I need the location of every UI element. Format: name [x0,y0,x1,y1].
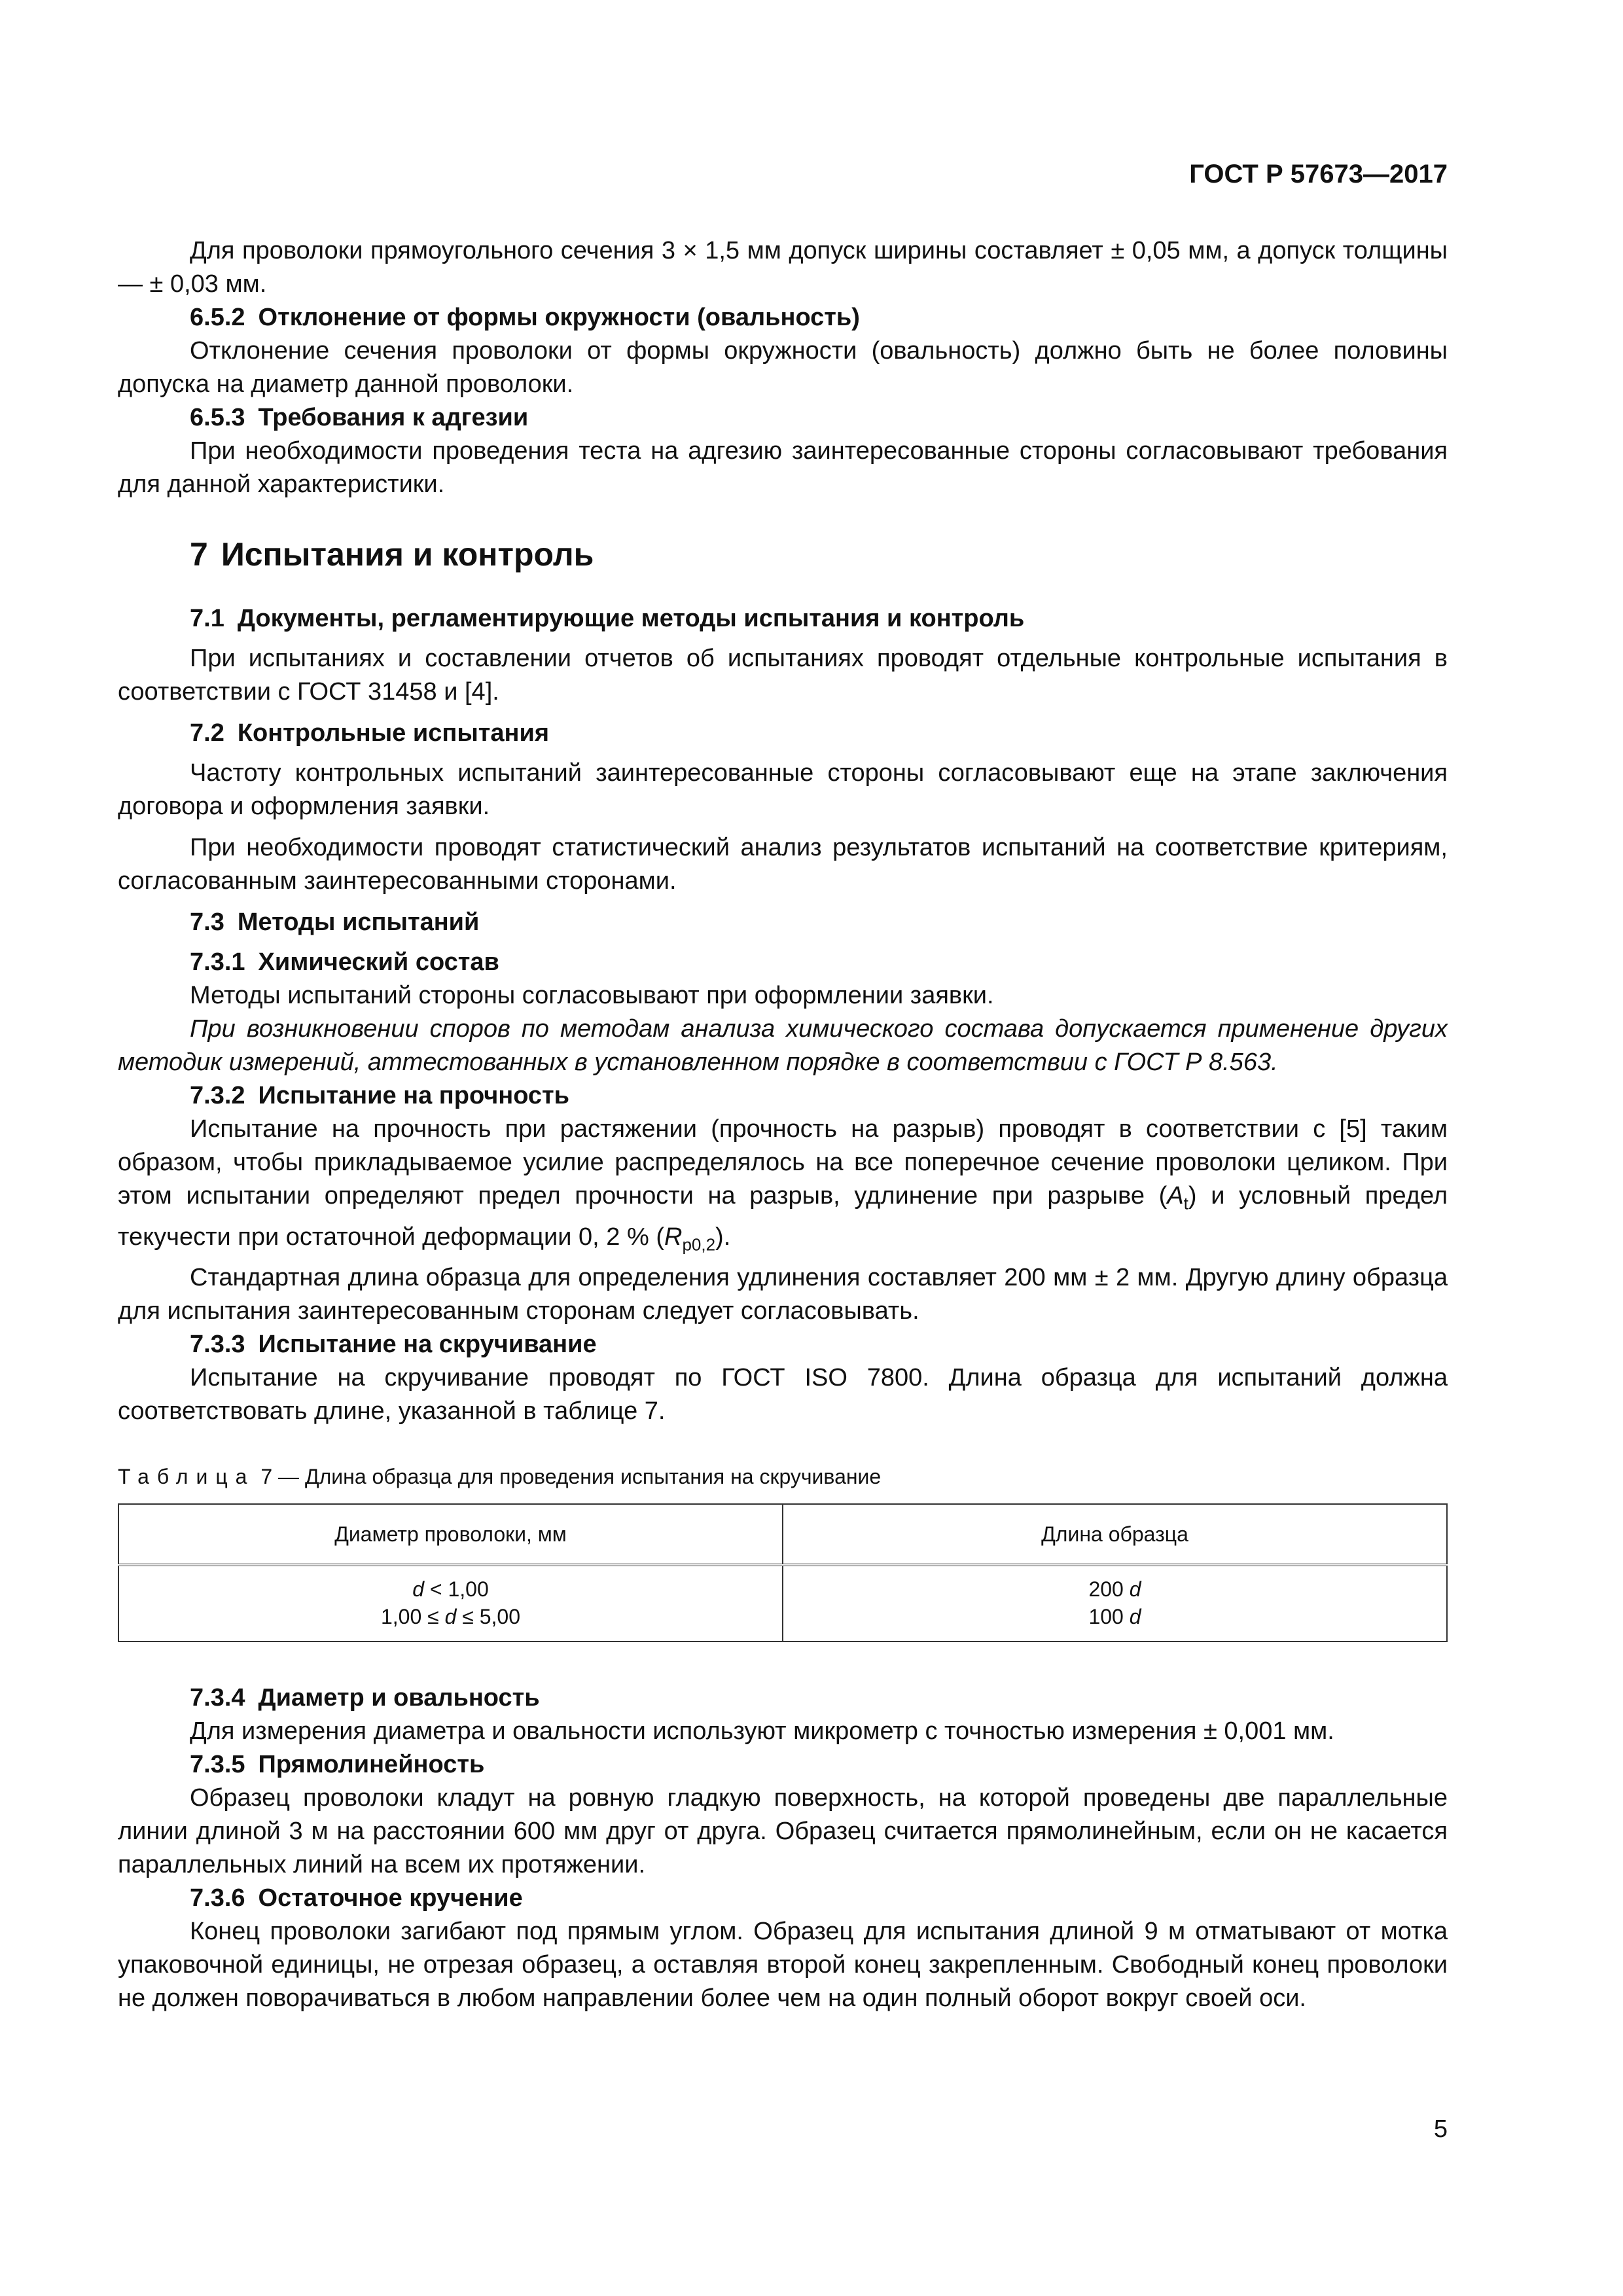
table-header-row [118,1504,1447,1565]
section-7-3-6-text: Конец проволоки загибают под прямым углом. Образец для испытания длиной 9 м отматывают от мотка упаковочной единицы, не отрезая образец, а оставляя второй конец закрепленным. Свободный конец проволоки не должен поворачиваться в любом направлении более чем на один полный оборот вокруг своей оси. [118,1918,1448,2013]
section-number: 7.3 [190,908,224,936]
section-title: Методы испытаний [237,908,480,936]
section-7-3-3-heading [118,1328,1448,1361]
section-number: 7.3.5 [190,1751,245,1779]
table-cell-length [783,1565,1447,1641]
section-number: 6.5.3 [190,404,245,431]
text-part: ) и условный предел текучести при остаточной деформации 0, 2 % ( [118,1182,1448,1251]
table-header-diameter: Диаметр проволоки, мм [118,1504,783,1565]
diameter-value-2: 1,00 ≤ d ≤ 5,00 [380,1605,521,1629]
table-cell-diameter [118,1565,783,1641]
section-7-3-3-text: Испытание на скручивание проводят по ГОСТ ISO 7800. Длина образца для испытаний должна соответствовать длине, указанной в таблице 7. [118,1364,1448,1426]
section-number: 6.5.2 [190,304,245,331]
section-6-5-3-heading [118,401,1448,435]
length-value-2: 100 d [1088,1605,1141,1629]
diameter-value-1: d < 1,00 [412,1577,489,1602]
intro-paragraph: Для проволоки прямоугольного сечения 3 × 1,5 мм допуск ширины составляет ± 0,05 мм, а допуск толщины — ± 0,03 мм. [118,237,1448,298]
var-d: d [444,1605,457,1629]
var-d: d [1129,1577,1141,1602]
section-7-1-heading [118,602,1448,636]
standard-header: ГОСТ Р 57673—2017 [1189,160,1448,188]
section-title: Требования к адгезии [258,404,529,431]
section-number: 7.2 [190,719,224,747]
section-6-5-2-text: Отклонение сечения проволоки от формы окружности (овальность) должно быть не более половины допуска на диаметр данной проволоки. [118,337,1448,398]
section-title: Диаметр и овальность [258,1684,540,1712]
section-7-heading [118,534,1448,575]
section-number: 7 [190,536,208,573]
section-number: 7.3.1 [190,948,245,976]
section-7-3-1-text: Методы испытаний стороны согласовывают при оформлении заявки. [190,982,994,1009]
symbol-a: A [1167,1182,1184,1210]
caption-word: Таблица [118,1465,255,1489]
section-7-2-text-1: Частоту контрольных испытаний заинтересованные стороны согласовывают еще на этапе заключения договора и оформления заявки. [118,759,1448,820]
section-title: Химический состав [258,948,499,976]
subscript-t: t [1183,1193,1188,1213]
section-title: Документы, регламентирующие методы испытания и контроль [237,605,1025,632]
section-7-3-4-text: Для измерения диаметра и овальности используют микрометр с точностью измерения ± 0,001 мм. [190,1717,1334,1746]
var-d: d [1129,1605,1141,1629]
section-title: Испытания и контроль [221,536,594,573]
symbol-r: R [664,1223,683,1251]
table-7-caption [118,1465,1448,1489]
section-6-5-3-text: При необходимости проведения теста на адгезию заинтересованные стороны согласовывают требования для данной характеристики. [118,437,1448,498]
section-7-2-heading [118,717,1448,750]
section-7-3-2-text-1 [118,1113,1448,1261]
section-7-3-5-text: Образец проволоки кладут на ровную гладкую поверхность, на которой проведены две параллельные линии длиной 3 м на расстоянии 600 мм друг от друга. Образец считается прямолинейным, если он не касается параллельных линий на всем их протяжении. [118,1784,1448,1879]
section-7-3-1-heading [118,946,1448,979]
section-7-3-5-heading [118,1748,1448,1782]
table-header-length: Длина образца [783,1504,1447,1565]
section-7-3-6-heading [118,1882,1448,1915]
section-title: Отклонение от формы окружности (овальность) [258,304,860,331]
section-title: Испытание на прочность [258,1082,570,1109]
section-7-2-text-2: При необходимости проводят статистический анализ результатов испытаний на соответствие критериям, согласованным заинтересованными сторонами. [118,834,1448,895]
section-7-3-4-heading [118,1681,1448,1715]
text-part: Испытание на прочность при растяжении (прочность на разрыв) проводят в соответствии с [5] таким образом, чтобы прикладываемое усилие распределялось на все поперечное сечение проволоки целиком. При этом испытании определяют предел прочности на разрыв, удлинение при разрыве ( [118,1115,1448,1210]
section-7-3-2-heading [118,1079,1448,1113]
var-d: d [412,1577,425,1602]
section-7-3-2-text-2: Стандартная длина образца для определения удлинения составляет 200 мм ± 2 мм. Другую длину образца для испытания заинтересованным сторонам следует согласовывать. [118,1264,1448,1325]
page-number: 5 [1433,2115,1448,2143]
subscript-p02: p0,2 [682,1234,716,1255]
table-row [118,1565,1447,1641]
section-title: Контрольные испытания [237,719,549,747]
section-title: Остаточное кручение [258,1884,523,1912]
section-6-5-2-heading [118,301,1448,334]
section-number: 7.3.2 [190,1082,245,1109]
section-number: 7.3.6 [190,1884,245,1912]
page-content [118,234,1448,2015]
section-number: 7.1 [190,605,224,632]
section-title: Испытание на скручивание [258,1331,597,1359]
section-7-3-heading [118,906,1448,939]
text-part: ). [715,1223,731,1251]
section-number: 7.3.4 [190,1684,245,1712]
section-title: Прямолинейность [258,1751,485,1779]
length-value-1: 200 d [1088,1577,1141,1602]
section-7-3-1-note: При возникновении споров по методам анализа химического состава допускается применение других методик измерений, аттестованных в установленном порядке в соответствии с ГОСТ Р 8.563. [118,1015,1448,1076]
section-7-1-text: При испытаниях и составлении отчетов об испытаниях проводят отдельные контрольные испытания в соответствии с ГОСТ 31458 и [4]. [118,645,1448,706]
table-7 [118,1503,1448,1642]
caption-text: 7 — Длина образца для проведения испытания на скручивание [260,1465,882,1489]
section-number: 7.3.3 [190,1331,245,1359]
